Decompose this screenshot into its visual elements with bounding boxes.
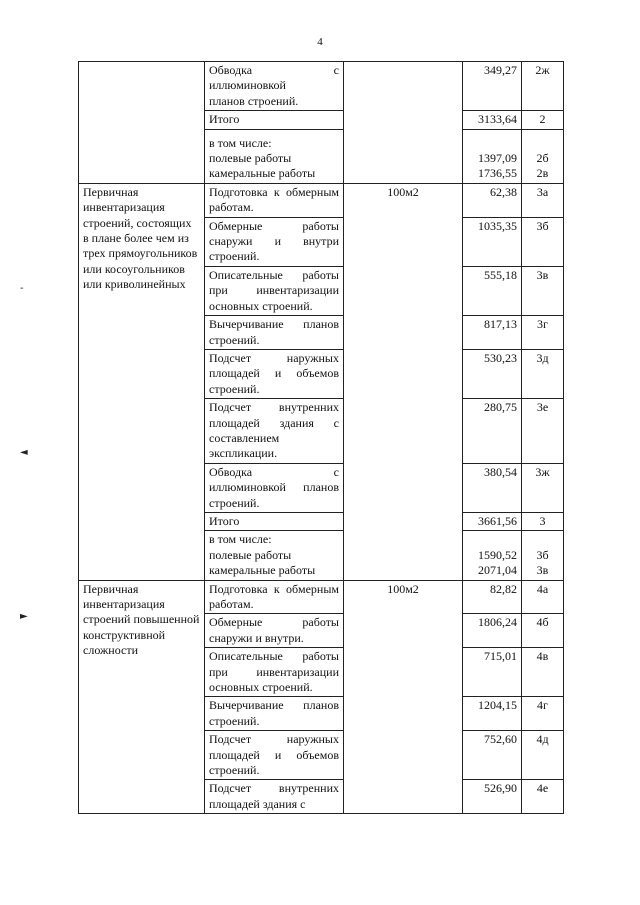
code-cell: 3г	[522, 316, 564, 350]
category-cell: Первичная инвентаризация строений, состоящих в плане более чем из трех прямоугольников или косоугольников или криволинейных	[79, 183, 205, 580]
value-cell: 715,01	[463, 648, 522, 697]
margin-mark: -	[20, 283, 24, 294]
code-cell: 2ж	[522, 62, 564, 111]
value-cell: 817,13	[463, 316, 522, 350]
unit-cell: 100м2	[344, 580, 463, 814]
value-cell: 380,54	[463, 463, 522, 512]
margin-mark: ◄	[20, 447, 28, 458]
work-cell: Итого	[205, 512, 344, 530]
work-cell: Вычерчивание планов строений.	[205, 697, 344, 731]
value-cell: 526,90	[463, 780, 522, 814]
value-cell: 82,82	[463, 580, 522, 614]
code-cell: 3в	[522, 266, 564, 315]
value-cell: 62,38	[463, 183, 522, 217]
work-cell: Итого	[205, 111, 344, 129]
work-cell: Обводка с иллюминовкой планов строений.	[205, 62, 344, 111]
code-cell: 3	[522, 512, 564, 530]
work-cell: в том числе: полевые работы камеральные работы	[205, 531, 344, 580]
code-cell: 3б	[522, 217, 564, 266]
work-cell: Обмерные работы снаружи и внутри строений.	[205, 217, 344, 266]
category-cell: Первичная инвентаризация строений повышенной конструктивной сложности	[79, 580, 205, 814]
work-cell: Подсчет наружных площадей и объемов строений.	[205, 349, 344, 398]
rates-table	[78, 61, 564, 814]
code-cell: 4в	[522, 648, 564, 697]
code-cell: 3а	[522, 183, 564, 217]
work-cell: Подсчет наружных площадей и объемов строений.	[205, 731, 344, 780]
code-cell: 3ж	[522, 463, 564, 512]
work-cell: Подсчет внутренних площадей здания с составлением экспликации.	[205, 399, 344, 464]
code-cell: 2б 2в	[522, 129, 564, 183]
value-cell: 1204,15	[463, 697, 522, 731]
value-cell: 1035,35	[463, 217, 522, 266]
value-cell: 555,18	[463, 266, 522, 315]
work-cell: Описательные работы при инвентаризации основных строений.	[205, 648, 344, 697]
unit-cell: 100м2	[344, 183, 463, 580]
work-cell: Описательные работы при инвентаризации основных строений.	[205, 266, 344, 315]
code-cell: 4а	[522, 580, 564, 614]
value-cell: 1590,52 2071,04	[463, 531, 522, 580]
work-cell: Подсчет внутренних площадей здания с	[205, 780, 344, 814]
work-cell: Обводка с иллюминовкой планов строений.	[205, 463, 344, 512]
work-cell: Обмерные работы снаружи и внутри.	[205, 614, 344, 648]
value-cell: 3661,56	[463, 512, 522, 530]
code-cell: 4г	[522, 697, 564, 731]
work-cell: Вычерчивание планов строений.	[205, 316, 344, 350]
value-cell: 530,23	[463, 349, 522, 398]
work-cell: Подготовка к обмерным работам.	[205, 183, 344, 217]
work-cell: Подготовка к обмерным работам.	[205, 580, 344, 614]
value-cell: 280,75	[463, 399, 522, 464]
table-row	[79, 580, 564, 614]
margin-mark: ►	[20, 611, 28, 622]
unit-cell	[344, 62, 463, 184]
work-cell: в том числе: полевые работы камеральные работы	[205, 129, 344, 183]
code-cell: 2	[522, 111, 564, 129]
code-cell: 4е	[522, 780, 564, 814]
value-cell: 1397,09 1736,55	[463, 129, 522, 183]
value-cell: 752,60	[463, 731, 522, 780]
code-cell: 3д	[522, 349, 564, 398]
category-cell	[79, 62, 205, 184]
code-cell: 3е	[522, 399, 564, 464]
page-number: 4	[317, 36, 323, 48]
value-cell: 3133,64	[463, 111, 522, 129]
code-cell: 4д	[522, 731, 564, 780]
table-row	[79, 183, 564, 217]
code-cell: 3б 3в	[522, 531, 564, 580]
value-cell: 349,27	[463, 62, 522, 111]
value-cell: 1806,24	[463, 614, 522, 648]
table-row	[79, 62, 564, 111]
code-cell: 4б	[522, 614, 564, 648]
